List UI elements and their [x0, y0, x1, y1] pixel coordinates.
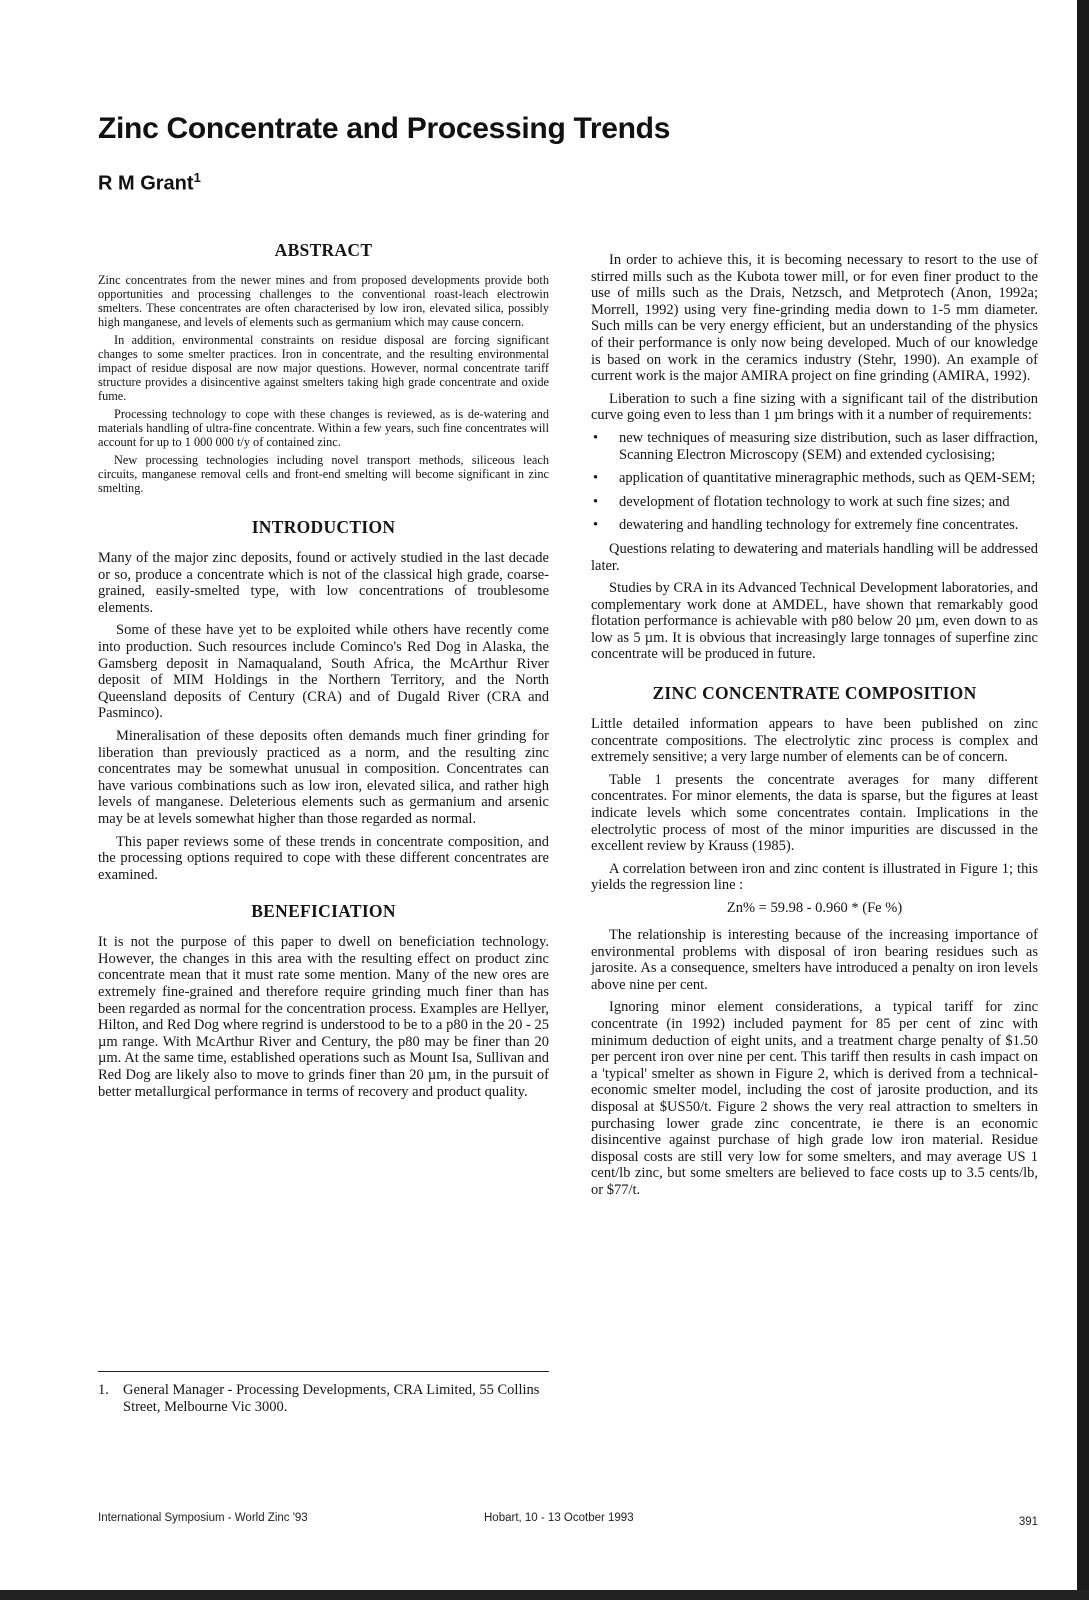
author-line [98, 170, 201, 196]
list-item [591, 430, 1038, 463]
list-item-text: dewatering and handling technology for extremely fine concentrates. [619, 517, 1019, 534]
list-item [591, 470, 1038, 487]
introduction-section [98, 517, 549, 883]
body-paragraph: Questions relating to dewatering and materials handling will be addressed later. [591, 540, 1038, 574]
footnote-number: 1. [98, 1382, 109, 1398]
bullet-marker: • [593, 429, 599, 446]
bullet-marker: • [593, 493, 599, 510]
introduction-heading: INTRODUCTION [251, 517, 396, 537]
body-paragraph: Table 1 presents the concentrate averages for many different concentrates. For minor elements, the data is sparse, but the figures at least indicate levels which some concentrates contain. Implications in the electrolytic process of most of the minor impurities are discussed in the excellent review by Krauss (1985). [591, 771, 1038, 855]
scan-edge-bottom [0, 1590, 1089, 1600]
body-paragraph: A correlation between iron and zinc content is illustrated in Figure 1; this yields the regression line : [591, 860, 1038, 894]
page-number: 391 [1018, 1516, 1038, 1528]
composition-section [591, 683, 1038, 1198]
abstract-paragraph: In addition, environmental constraints on residue disposal are forcing significant changes to some smelter practices. Iron in concentrate, and the resulting environmental impact of residue disposal are now major questions. However, normal concentrate tariff structure provides a disincentive against smelters taking high grade concentrate and oxide fume. [98, 333, 549, 403]
left-column [98, 240, 549, 1106]
footer-symposium: International Symposium - World Zinc '93 [98, 1512, 308, 1524]
author-footnote-marker: 1 [193, 170, 201, 185]
paper-title: Zinc Concentrate and Processing Trends [98, 112, 671, 145]
author-name: R M Grant [98, 172, 194, 195]
body-paragraph: Little detailed information appears to have been published on zinc concentrate compositions. The electrolytic zinc process is complex and extremely sensitive; a very large number of elements can be of concern. [591, 716, 1038, 766]
page-footer [98, 1512, 1038, 1530]
abstract-section [98, 240, 549, 495]
body-paragraph: Liberation to such a fine sizing with a significant tail of the distribution curve going even to less than 1 µm brings with it a number of requirements: [591, 390, 1038, 424]
beneficiation-section [98, 901, 549, 1100]
body-paragraph: Mineralisation of these deposits often demands much finer grinding for liberation than previously practiced as a norm, and the resulting zinc concentrates may be somewhat unusual in composition. Concentrates can have various combinations such as low iron, elevated silica, and rather high levels of manganese. Deleterious elements such as germanium and arsenic may be at levels somewhat higher than those regarded as normal. [98, 727, 549, 827]
body-paragraph: Studies by CRA in its Advanced Technical Development laboratories, and complementary work done at AMDEL, have shown that remarkably good flotation performance is achievable with p80 below 20 µm, even down to as low as 5 µm. It is obvious that increasingly large tonnages of superfine zinc concentrate will be produced in future. [591, 580, 1038, 663]
footnote [98, 1382, 549, 1416]
abstract-heading: ABSTRACT [274, 240, 373, 260]
list-item-text: development of flotation technology to work at such fine sizes; and [619, 493, 1010, 510]
bullet-marker: • [593, 517, 599, 534]
abstract-paragraph: Zinc concentrates from the newer mines and from proposed developments provide both opportunities and processing challenges to the conventional roast-leach electrowin smelters. These concentrates are often characterised by low iron, elevated silica, possibly high manganese, and levels of elements such as germanium which may cause concern. [98, 273, 549, 329]
body-paragraph: Many of the major zinc deposits, found or actively studied in the last decade or so, produce a concentrate which is not of the classical high grade, coarse-grained, easily-smelted type, with low concentrations of troublesome elements. [98, 550, 549, 616]
footnote-text: General Manager - Processing Developments, CRA Limited, 55 Collins Street, Melbourne Vic 3000. [123, 1382, 540, 1415]
list-item-text: new techniques of measuring size distribution, such as laser diffraction, Scanning Electron Microscopy (SEM) and extended cyclosising; [619, 429, 1038, 463]
list-item-text: application of quantitative mineragraphic methods, such as QEM-SEM; [619, 470, 1036, 487]
footnote-divider [98, 1371, 549, 1372]
abstract-paragraph: Processing technology to cope with these changes is reviewed, as is de-watering and materials handling of ultra-fine concentrate. Within a few years, such fine concentrates will account for up to 1 000 000 t/y of contained zinc. [98, 407, 549, 449]
bullet-marker: • [593, 470, 599, 487]
body-paragraph: This paper reviews some of these trends in concentrate composition, and the processing options required to cope with these different concentrates are examined. [98, 833, 549, 883]
list-item [591, 517, 1038, 534]
abstract-paragraph: New processing technologies including novel transport methods, siliceous leach circuits, manganese removal cells and front-end smelting will become significant in zinc smelting. [98, 453, 549, 495]
footer-location-date: Hobart, 10 - 13 Ocotber 1993 [484, 1512, 634, 1524]
scan-edge-right [1077, 0, 1089, 1600]
body-paragraph: The relationship is interesting because of the increasing importance of environmental problems with disposal of iron bearing residues such as jarosite. As a consequence, smelters have introduced a penalty on iron levels above nine per cent. [591, 927, 1038, 993]
right-column [591, 252, 1038, 1205]
beneficiation-heading: BENEFICIATION [251, 901, 396, 922]
requirements-list [591, 430, 1038, 534]
body-paragraph: Ignoring minor element considerations, a typical tariff for zinc concentrate (in 1992) included payment for 85 per cent of zinc with minimum deduction of eight units, and a treatment charge penalty of $1.50 per percent iron over nine per cent. This tariff then results in cash impact on a 'typical' smelter as shown in Figure 2, which is derived from a technical-economic smelter model, including the cost of jarosite production, and its disposal at $US50/t. Figure 2 shows the very real attraction to smelters in purchasing lower grade zinc concentrate, ie there is an economic disincentive against purchase of high grade low iron material. Residue disposal costs are still very low for some smelters, and may average US 1 cent/lb zinc, but some smelters are believed to face costs up to 3.5 cents/lb, or $77/t. [591, 999, 1038, 1198]
regression-equation: Zn% = 59.98 - 0.960 * (Fe %) [726, 900, 903, 916]
list-item [591, 494, 1038, 511]
body-paragraph: It is not the purpose of this paper to dwell on beneficiation technology. However, the changes in this area with the resulting effect on product zinc concentrate mean that it must rate some mention. Many of the new ores are extremely fine-grained and therefore require grinding much finer than has been regarded as normal for the concentration process. Examples are Hellyer, Hilton, and Red Dog where regrind is understood to be to a p80 in the 20 - 25 µm range. With McArthur River and Century, the p80 may be finer than 20 µm. At the same time, established operations such as Mount Isa, Sullivan and Red Dog are likely also to move to grinds finer than 20 µm, in the pursuit of better metallurgical performance in terms of recovery and product quality. [98, 934, 549, 1100]
body-paragraph: Some of these have yet to be exploited while others have recently come into production. Such resources include Cominco's Red Dog in Alaska, the Gamsberg deposit in Namaqualand, South Africa, the McArthur River deposit of MIM Holdings in the Northern Territory, and the North Queensland deposits of Century (CRA) and of Dugald River (CRA and Pasminco). [98, 622, 549, 722]
body-paragraph: In order to achieve this, it is becoming necessary to resort to the use of stirred mills such as the Kubota tower mill, or for even finer product to the use of mills such as the Drais, Netzsch, and Metprotech (Anon, 1992a; Morrell, 1992) using very fine-grinding media down to 1-5 mm diameter. Such mills can be very energy efficient, but an understanding of the physics of their performance is only now being developed. Much of our knowledge is based on work in the ceramics industry (Stehr, 1990). An example of current work is the major AMIRA project on fine grinding (AMIRA, 1992). [591, 252, 1038, 385]
composition-heading: ZINC CONCENTRATE COMPOSITION [652, 683, 977, 704]
